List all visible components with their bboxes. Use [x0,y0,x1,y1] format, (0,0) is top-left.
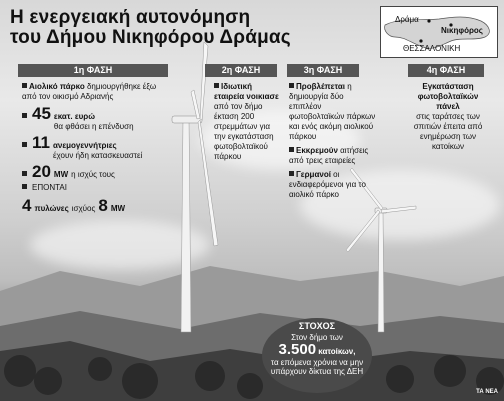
phase-1-item-6-bold: πυλώνες [34,204,69,213]
target-number-suffix: κατοίκων, [318,347,356,356]
title-line-2: του Δήμου Νικηφόρου Δράμας [10,27,291,48]
phase-1-item-2-number: 45 [32,104,51,123]
phase-4-content [408,82,488,152]
map-label-thessaloniki: ΘΕΣΣΑΛΟΝΙΚΗ [403,44,461,53]
title-line-1: Η ενεργειακή αυτονόμηση [10,7,251,28]
bullet-icon [214,83,219,88]
phase-1-item-4-text: η ισχύς τους [71,170,115,179]
phase-1-item-4-bold: MW [53,170,69,179]
bullet-icon [22,142,27,147]
phase-4-header: 4η ΦΑΣΗ [408,64,484,77]
target-badge [262,318,372,393]
bullet-icon [289,171,294,176]
phase-1-item-6-text: ισχύος [71,204,96,213]
locator-map [380,6,498,58]
phase-1-item-1-bold: Αιολικό πάρκο [29,82,85,91]
phase-1-item-5-text: ΕΠΟΝΤΑΙ [32,183,67,192]
phase-1-item-3 [22,134,172,161]
phase-3-item-2-bold: Εκκρεμούν [296,146,338,155]
phase-3-item-3-text: οι ενδιαφερόμενοι για το αιολικό πάρκο [289,170,366,199]
phase-1-item-6-bold-2: MW [110,204,126,213]
phase-1-item-1-text: δημιουργήθηκε έξω από τον οικισμό Αδριανής [22,82,157,101]
phase-1-item-6-number: 4 [22,196,32,215]
phase-3-header: 3η ΦΑΣΗ [287,64,359,77]
phase-3-item-1-text: η δημιουργία δύο επιπλέον φωτοβολταϊκών πάρκων και ενός ακόμη αιολικού πάρκου [289,82,376,141]
page-title [10,8,291,48]
target-line-3: τα επόμενα χρόνια να μην [270,358,364,367]
phase-3-item-2-text: αιτήσεις από τρεις εταιρείες [289,146,369,165]
phase-1-header: 1η ΦΑΣΗ [18,64,168,77]
phase-1-item-6 [22,197,172,215]
phase-4-bold: Εγκατάσταση φωτοβολταϊκών πάνελ [417,82,479,111]
phase-3-item-3-bold: Γερμανοί [296,170,331,179]
bullet-icon [22,171,27,176]
phase-1-item-3-text: έχουν ήδη κατασκευαστεί [52,151,143,160]
phase-1-item-2 [22,105,172,132]
phase-1-item-4 [22,163,172,181]
phase-1-item-3-bold: ανεμογεννήτριες [52,141,117,150]
phase-3-item-2 [289,146,377,166]
bullet-icon [289,83,294,88]
phase-2-bold: Ιδιωτική εταιρεία νοικιασε [214,82,279,101]
publication-credit: ΤΑ ΝΕΑ [476,389,498,395]
phase-1-item-4-number: 20 [32,162,51,181]
phase-1-item-1 [22,82,172,102]
phase-1-item-5 [22,183,172,193]
phase-3-item-1 [289,82,377,142]
bullet-icon [22,113,27,118]
target-line-1: Στον δήμο των [291,333,343,342]
target-number: 3.500 [278,341,317,358]
phase-3-content [289,82,377,200]
phase-4-text: στις ταράτσες των σπιτιών έπειτα από ενημέρωση των κατοίκων [413,112,483,151]
phase-1-item-2-bold: εκατ. ευρώ [53,112,96,121]
map-label-nikiforos: Νικηφόρος [441,26,483,35]
phase-1-item-3-number: 11 [32,133,50,152]
map-label-drama: Δράμα [395,15,419,24]
bullet-icon [22,83,27,88]
phase-2-text: από τον δήμο έκταση 200 στρεμμάτων για την εγκατάσταση φωτοβολταϊκού πάρκου [214,102,274,161]
phase-1-item-6-number-2: 8 [98,196,108,215]
bullet-icon [289,147,294,152]
target-number-row [262,342,372,358]
target-line-4: υπάρχουν δίκτυα της ΔΕΗ [270,367,364,376]
phase-2-header: 2η ΦΑΣΗ [205,64,277,77]
phase-1-item-2-text: θα φθάσει η επένδυση [53,122,134,131]
phase-2-content [214,82,280,162]
bullet-icon [22,184,27,189]
phase-1-content [22,82,172,217]
phase-3-item-3 [289,170,377,200]
phase-3-item-1-bold: Προβλέπεται [296,82,345,91]
target-title: ΣΤΟΧΟΣ [298,321,336,331]
